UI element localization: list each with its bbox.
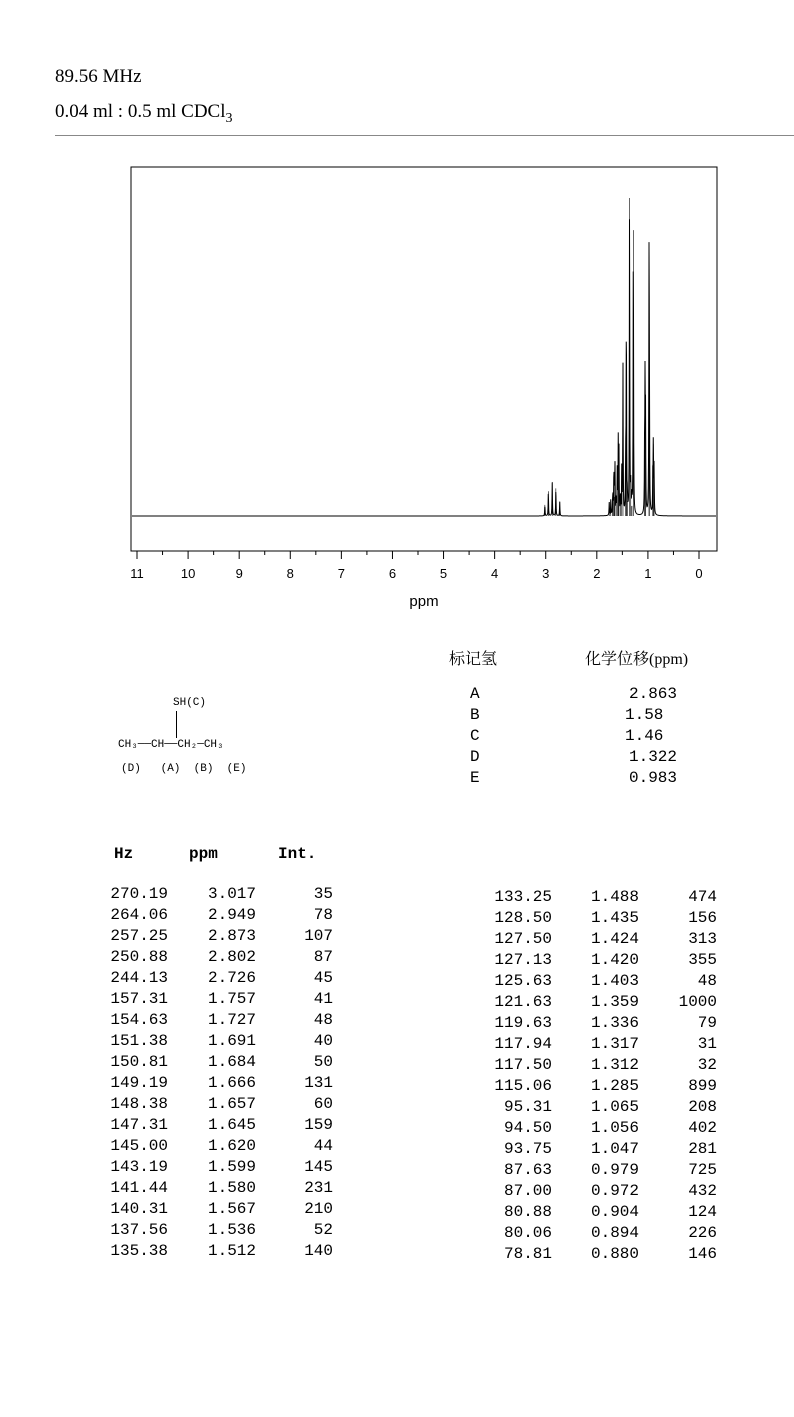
ppm-value: 1.567 bbox=[207, 1200, 256, 1218]
ppm-value: 2.802 bbox=[207, 948, 256, 966]
ppm-value: 1.065 bbox=[590, 1098, 639, 1116]
ppm-value: 0.972 bbox=[590, 1182, 639, 1200]
assignment-row: D 1.322 bbox=[470, 748, 677, 766]
x-tick-label: 3 bbox=[542, 566, 550, 581]
assignment-row: A 2.863 bbox=[470, 685, 677, 703]
ppm-value: 1.666 bbox=[207, 1074, 256, 1092]
int-value: 52 bbox=[313, 1221, 333, 1239]
hz-value: 127.13 bbox=[494, 951, 552, 969]
x-tick-label: 1 bbox=[644, 566, 652, 581]
table-row bbox=[96, 1031, 333, 1052]
int-value: 50 bbox=[313, 1053, 333, 1071]
ppm-value: 1.512 bbox=[207, 1242, 256, 1260]
int-value: 31 bbox=[697, 1035, 717, 1053]
int-value: 210 bbox=[304, 1200, 333, 1218]
int-value: 432 bbox=[688, 1182, 717, 1200]
x-tick-label: 9 bbox=[235, 566, 243, 581]
x-tick-label: 0 bbox=[695, 566, 703, 581]
int-value: 79 bbox=[697, 1014, 717, 1032]
peak-table-header bbox=[114, 844, 316, 865]
ppm-value: 1.056 bbox=[590, 1119, 639, 1137]
hz-value: 137.56 bbox=[110, 1221, 168, 1239]
hz-value: 150.81 bbox=[110, 1053, 168, 1071]
int-value: 48 bbox=[313, 1011, 333, 1029]
assignment-header-label: 标记氢 bbox=[449, 651, 498, 668]
table-row bbox=[480, 1181, 717, 1202]
ppm-value: 1.285 bbox=[590, 1077, 639, 1095]
x-tick-label: 5 bbox=[439, 566, 448, 581]
ppm-value: 1.359 bbox=[590, 993, 639, 1011]
ppm-value: 1.312 bbox=[590, 1056, 639, 1074]
table-row bbox=[96, 1241, 333, 1262]
hz-value: 95.31 bbox=[503, 1098, 552, 1116]
hz-value: 151.38 bbox=[110, 1032, 168, 1050]
hz-value: 257.25 bbox=[110, 927, 168, 945]
ppm-value: 1.317 bbox=[590, 1035, 639, 1053]
int-value: 146 bbox=[688, 1245, 717, 1263]
structure-bond-vertical bbox=[176, 711, 177, 738]
x-tick-label: 2 bbox=[593, 566, 601, 581]
ppm-value: 1.336 bbox=[590, 1014, 639, 1032]
table-row bbox=[480, 1202, 717, 1223]
hz-value: 145.00 bbox=[110, 1137, 168, 1155]
int-value: 208 bbox=[688, 1098, 717, 1116]
table-row bbox=[480, 1139, 717, 1160]
table-row bbox=[96, 1199, 333, 1220]
ppm-value: 0.894 bbox=[590, 1224, 639, 1242]
assignment-row: C 1.46 bbox=[470, 727, 664, 745]
ppm-value: 0.904 bbox=[590, 1203, 639, 1221]
hz-value: 80.06 bbox=[503, 1224, 552, 1242]
ppm-value: 1.599 bbox=[207, 1158, 256, 1176]
peak-table-right bbox=[480, 887, 717, 1265]
hz-value: 157.31 bbox=[110, 990, 168, 1008]
ppm-value: 1.488 bbox=[590, 888, 639, 906]
structure-chain: CH₃──CH──CH₂─CH₃ bbox=[118, 739, 224, 751]
header-ppm: ppm bbox=[189, 845, 218, 863]
ppm-value: 1.757 bbox=[207, 990, 256, 1008]
table-row bbox=[96, 968, 333, 989]
int-value: 226 bbox=[688, 1224, 717, 1242]
table-row bbox=[480, 1223, 717, 1244]
int-value: 1000 bbox=[678, 993, 717, 1011]
table-row bbox=[480, 929, 717, 950]
hz-value: 128.50 bbox=[494, 909, 552, 927]
table-row bbox=[480, 1055, 717, 1076]
int-value: 131 bbox=[304, 1074, 333, 1092]
hz-value: 78.81 bbox=[503, 1245, 552, 1263]
int-value: 48 bbox=[697, 972, 717, 990]
table-row bbox=[480, 1244, 717, 1265]
x-axis-ticks bbox=[137, 551, 699, 559]
table-row bbox=[480, 950, 717, 971]
ppm-value: 2.873 bbox=[207, 927, 256, 945]
table-row bbox=[96, 905, 333, 926]
int-value: 899 bbox=[688, 1077, 717, 1095]
ppm-value: 1.684 bbox=[207, 1053, 256, 1071]
hz-value: 133.25 bbox=[494, 888, 552, 906]
x-tick-label: 11 bbox=[130, 566, 144, 581]
nmr-spectrum-chart bbox=[0, 0, 794, 620]
assignment-row: E 0.983 bbox=[470, 769, 677, 787]
int-value: 60 bbox=[313, 1095, 333, 1113]
int-value: 145 bbox=[304, 1158, 333, 1176]
ppm-value: 0.880 bbox=[590, 1245, 639, 1263]
table-row bbox=[480, 1076, 717, 1097]
hz-value: 117.50 bbox=[494, 1056, 552, 1074]
int-value: 78 bbox=[313, 906, 333, 924]
assignment-header-shift: 化学位移(ppm) bbox=[585, 651, 689, 668]
hz-value: 127.50 bbox=[494, 930, 552, 948]
structure-sh-label: SH(C) bbox=[173, 697, 207, 709]
hz-value: 149.19 bbox=[110, 1074, 168, 1092]
table-row bbox=[96, 947, 333, 968]
ppm-value: 1.691 bbox=[207, 1032, 256, 1050]
ppm-value: 1.403 bbox=[590, 972, 639, 990]
table-row bbox=[96, 926, 333, 947]
assignment-row: B 1.58 bbox=[470, 706, 664, 724]
table-row bbox=[480, 1118, 717, 1139]
hz-value: 147.31 bbox=[110, 1116, 168, 1134]
hz-value: 140.31 bbox=[110, 1200, 168, 1218]
hz-value: 154.63 bbox=[110, 1011, 168, 1029]
table-row bbox=[480, 1097, 717, 1118]
table-row bbox=[480, 1013, 717, 1034]
table-row bbox=[96, 1010, 333, 1031]
x-tick-label: 10 bbox=[180, 566, 196, 581]
ppm-value: 1.580 bbox=[207, 1179, 256, 1197]
ppm-value: 1.645 bbox=[207, 1116, 256, 1134]
hz-value: 87.63 bbox=[503, 1161, 552, 1179]
hz-value: 115.06 bbox=[494, 1077, 552, 1095]
int-value: 231 bbox=[304, 1179, 333, 1197]
int-value: 124 bbox=[688, 1203, 717, 1221]
sample-prefix: 0.04 ml : 0.5 ml CDCl bbox=[55, 101, 226, 122]
table-row bbox=[96, 989, 333, 1010]
table-row bbox=[96, 1052, 333, 1073]
hz-value: 148.38 bbox=[110, 1095, 168, 1113]
hz-value: 125.63 bbox=[494, 972, 552, 990]
x-tick-label: 6 bbox=[388, 566, 397, 581]
int-value: 355 bbox=[688, 951, 717, 969]
int-value: 40 bbox=[313, 1032, 333, 1050]
int-value: 156 bbox=[688, 909, 717, 927]
int-value: 44 bbox=[313, 1137, 333, 1155]
table-row bbox=[96, 1178, 333, 1199]
header-int: Int. bbox=[278, 845, 317, 863]
ppm-value: 1.657 bbox=[207, 1095, 256, 1113]
ppm-value: 1.620 bbox=[207, 1137, 256, 1155]
header-hz: Hz bbox=[114, 845, 134, 863]
ppm-value: 1.727 bbox=[207, 1011, 256, 1029]
table-row bbox=[480, 971, 717, 992]
hz-value: 250.88 bbox=[110, 948, 168, 966]
peak-marks bbox=[545, 198, 654, 516]
x-axis-tick-labels bbox=[130, 566, 702, 581]
table-row bbox=[480, 887, 717, 908]
int-value: 107 bbox=[304, 927, 333, 945]
spectrum-trace bbox=[132, 219, 716, 516]
table-row bbox=[96, 884, 333, 905]
ppm-value: 1.420 bbox=[590, 951, 639, 969]
int-value: 281 bbox=[688, 1140, 717, 1158]
table-row bbox=[96, 1136, 333, 1157]
hz-value: 94.50 bbox=[503, 1119, 552, 1137]
table-row bbox=[480, 908, 717, 929]
hz-value: 93.75 bbox=[503, 1140, 552, 1158]
hz-value: 143.19 bbox=[110, 1158, 168, 1176]
table-row bbox=[96, 1220, 333, 1241]
ppm-value: 1.536 bbox=[207, 1221, 256, 1239]
int-value: 725 bbox=[688, 1161, 717, 1179]
table-row bbox=[96, 1094, 333, 1115]
hz-value: 121.63 bbox=[494, 993, 552, 1011]
spectrometer-frequency: 89.56 MHz bbox=[55, 66, 142, 87]
table-row bbox=[480, 992, 717, 1013]
hz-value: 135.38 bbox=[110, 1242, 168, 1260]
sample-subscript: 3 bbox=[225, 110, 233, 126]
hz-value: 80.88 bbox=[503, 1203, 552, 1221]
int-value: 41 bbox=[313, 990, 333, 1008]
ppm-value: 2.949 bbox=[207, 906, 256, 924]
hz-value: 244.13 bbox=[110, 969, 168, 987]
int-value: 35 bbox=[313, 885, 333, 903]
ppm-value: 1.047 bbox=[590, 1140, 639, 1158]
x-tick-label: 8 bbox=[286, 566, 294, 581]
ppm-value: 0.979 bbox=[590, 1161, 639, 1179]
peak-table-left bbox=[96, 884, 333, 1262]
hz-value: 87.00 bbox=[503, 1182, 552, 1200]
ppm-value: 3.017 bbox=[207, 885, 256, 903]
x-tick-label: 4 bbox=[491, 566, 499, 581]
table-row bbox=[96, 1115, 333, 1136]
table-row bbox=[96, 1157, 333, 1178]
hz-value: 119.63 bbox=[494, 1014, 552, 1032]
table-row bbox=[480, 1160, 717, 1181]
int-value: 87 bbox=[313, 948, 333, 966]
structure-labels: (D) (A) (B) (E) bbox=[121, 763, 247, 775]
hz-value: 117.94 bbox=[494, 1035, 552, 1053]
hz-value: 141.44 bbox=[110, 1179, 168, 1197]
ppm-value: 1.424 bbox=[590, 930, 639, 948]
x-tick-label: 7 bbox=[337, 566, 345, 581]
int-value: 45 bbox=[313, 969, 333, 987]
int-value: 159 bbox=[304, 1116, 333, 1134]
int-value: 313 bbox=[688, 930, 717, 948]
int-value: 32 bbox=[697, 1056, 717, 1074]
int-value: 140 bbox=[304, 1242, 333, 1260]
ppm-value: 1.435 bbox=[590, 909, 639, 927]
int-value: 474 bbox=[688, 888, 717, 906]
table-row bbox=[480, 1034, 717, 1055]
hz-value: 264.06 bbox=[110, 906, 168, 924]
x-axis-label: ppm bbox=[409, 593, 439, 610]
ppm-value: 2.726 bbox=[207, 969, 256, 987]
int-value: 402 bbox=[688, 1119, 717, 1137]
hz-value: 270.19 bbox=[110, 885, 168, 903]
table-row bbox=[96, 1073, 333, 1094]
assignment-table bbox=[470, 684, 687, 789]
